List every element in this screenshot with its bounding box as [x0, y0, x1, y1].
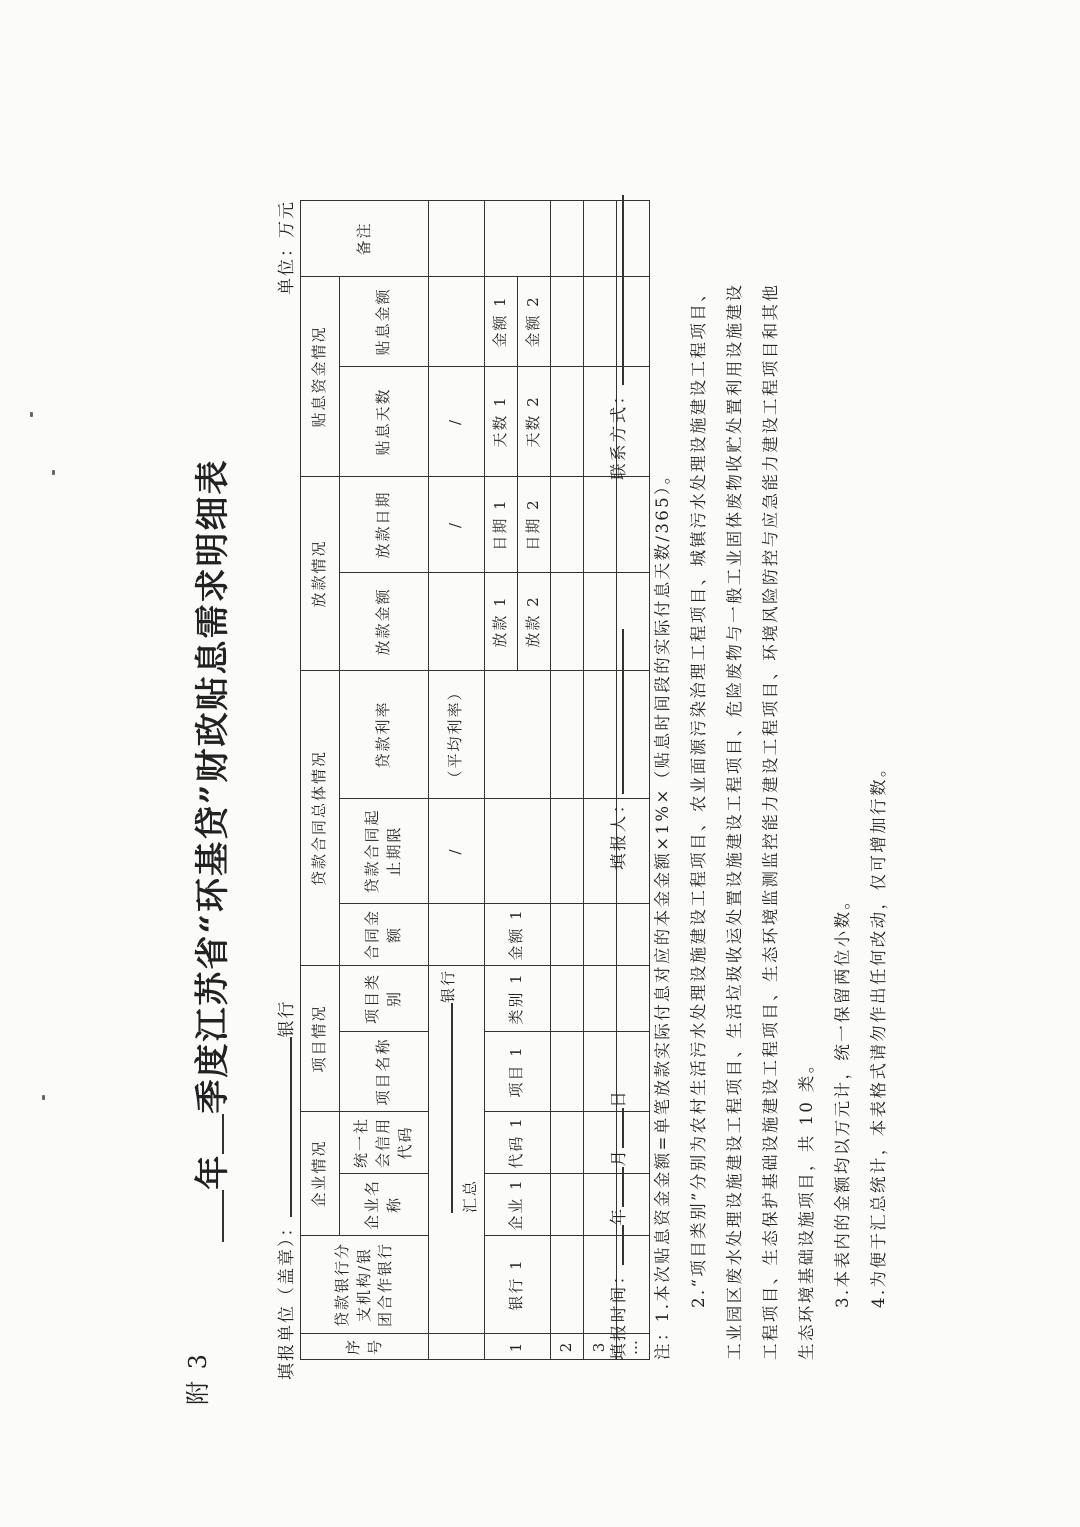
- row1-disb-date-1: 日期 1: [484, 477, 517, 573]
- group-enterprise: 企业情况: [301, 1112, 340, 1236]
- unit-label: 单位：万元: [277, 200, 297, 295]
- filler-unit-bank: 银行: [277, 999, 297, 1038]
- fill-time-label: 填报时间：: [609, 1265, 628, 1360]
- summary-days: /: [429, 367, 485, 477]
- row1-days-2: 天数 2: [517, 367, 550, 477]
- row-more-seq: …: [616, 1334, 649, 1360]
- row1-disb-amount-2: 放款 2: [517, 573, 550, 671]
- row1-remark: [484, 201, 550, 277]
- row3-seq: 3: [583, 1334, 616, 1360]
- summary-date: /: [429, 477, 485, 573]
- row1-code: 代码 1: [484, 1112, 550, 1174]
- col-credit-code: 统一社会信用代码: [340, 1112, 429, 1174]
- group-disbursement: 放款情况: [301, 477, 340, 671]
- scan-speck: [30, 412, 33, 417]
- group-contract: 贷款合同总体情况: [301, 671, 340, 966]
- col-subsidy-days: 贴息天数: [340, 367, 429, 477]
- summary-amount: [429, 904, 485, 966]
- filler-person: [605, 629, 629, 870]
- fill-time: [605, 1089, 629, 1360]
- row1-project: 项目 1: [484, 1032, 550, 1112]
- table-row: [550, 201, 583, 1360]
- fill-day: 日: [609, 1088, 628, 1108]
- filler-unit-label: 填报单位（盖章）：: [277, 1217, 297, 1380]
- title-main: 季度江苏省“环基贷”财政贴息需求明细表: [193, 458, 233, 1114]
- row2-seq: 2: [550, 1334, 583, 1360]
- summary-period: /: [429, 799, 485, 904]
- contact-info: [605, 196, 629, 481]
- col-seq: 序号: [301, 1334, 429, 1360]
- note-2c: 工程项目、生态保护基础设施建设工程项目、生态环境监测监控能力建设工程项目、环境风险防控与应急能力建设工程项目和其他: [761, 282, 780, 1360]
- summary-bank-blank: [431, 1003, 453, 1213]
- row1-amount: 金额 1: [484, 904, 550, 966]
- scan-speck: [52, 470, 55, 475]
- summary-rate: （平均利率）: [429, 671, 485, 799]
- row1-rate: [484, 671, 550, 799]
- summary-label: 银行汇总: [439, 968, 479, 1213]
- group-project: 项目情况: [301, 966, 340, 1112]
- filler-unit: [272, 1000, 297, 1381]
- row1-period: [484, 799, 550, 904]
- summary-sub-amount: [429, 277, 485, 367]
- row1-days-1: 天数 1: [484, 367, 517, 477]
- rotated-document-page: [60, 70, 1020, 1500]
- col-contract-amount: 合同金额: [340, 904, 429, 966]
- filler-unit-blank: [274, 1038, 292, 1218]
- col-contract-period: 贷款合同起止期限: [340, 799, 429, 904]
- summary-label-cell: [429, 966, 485, 1334]
- scan-speck: [42, 1095, 45, 1100]
- row1-bank: 银行 1: [484, 1236, 550, 1334]
- row1-sub-amount-1: 金额 1: [484, 277, 517, 367]
- col-project-type: 项目类别: [340, 966, 429, 1032]
- summary-seq: [429, 1334, 485, 1360]
- header-row-2: [340, 201, 429, 1360]
- row1-disb-date-2: 日期 2: [517, 477, 550, 573]
- row1-seq: 1: [484, 1334, 550, 1360]
- contact-label: 联系方式：: [609, 385, 628, 480]
- summary-disb-amount: [429, 573, 485, 671]
- row1-disb-amount-1: 放款 1: [484, 573, 517, 671]
- note-2d: 生态环境基础设施项目，共 10 类。: [797, 1054, 816, 1360]
- quarter-blank: [196, 1114, 224, 1154]
- document-title: [185, 200, 234, 1500]
- year-blank: [196, 1190, 224, 1242]
- summary-row: [429, 201, 485, 1360]
- col-disb-amount: 放款金额: [340, 573, 429, 671]
- fill-info-line: [605, 180, 635, 1360]
- col-disb-date: 放款日期: [340, 477, 429, 573]
- row1-sub-amount-2: 金额 2: [517, 277, 550, 367]
- note-1: 注：1.本次贴息资金金额=单笔放款实际付息对应的本金金额×1%×（贴息时间段的实际付息天数/365）。: [653, 465, 672, 1360]
- notes: [645, 180, 897, 1360]
- col-loan-rate: 贷款利率: [340, 671, 429, 799]
- note-4: 4.为便于汇总统计，本表格式请勿作出任何改动，仅可增加行数。: [869, 758, 888, 1308]
- attachment-label: 附 3: [184, 1352, 212, 1405]
- col-subsidy-amount: 贴息金额: [340, 277, 429, 367]
- note-3: 3.本表内的金额均以万元计，统一保留两位小数。: [833, 890, 852, 1308]
- subsidy-table: [300, 200, 650, 1360]
- summary-remark: [429, 201, 485, 277]
- col-enterprise-name: 企业名称: [340, 1174, 429, 1236]
- note-2b: 工业园区废水处理设施建设工程项目、生活垃圾收运处置设施建设工程项目、危险废物与一般工业固体废物收贮处置利用设施建设: [725, 282, 744, 1360]
- fill-year: 年: [609, 1206, 628, 1226]
- filler-label: 填报人：: [609, 794, 628, 870]
- footer: [605, 180, 897, 1360]
- header-row-1: [301, 201, 340, 1360]
- col-remark: 备注: [301, 201, 429, 277]
- fill-month: 月: [609, 1147, 628, 1167]
- row1-enterprise: 企业 1: [484, 1174, 550, 1236]
- table-row: [484, 201, 517, 1360]
- col-bank: 贷款银行分支机构/银团合作银行: [301, 1236, 429, 1334]
- row1-type: 类别 1: [484, 966, 550, 1032]
- col-project-name: 项目名称: [340, 1032, 429, 1112]
- group-subsidy: 贴息资金情况: [301, 277, 340, 477]
- title-year: 年: [193, 1153, 233, 1190]
- note-2a: 2.“项目类别”分别为农村生活污水处理设施建设工程项目、农业面源污染治理工程项目、城镇污水处理设施建设工程项目、: [689, 282, 708, 1308]
